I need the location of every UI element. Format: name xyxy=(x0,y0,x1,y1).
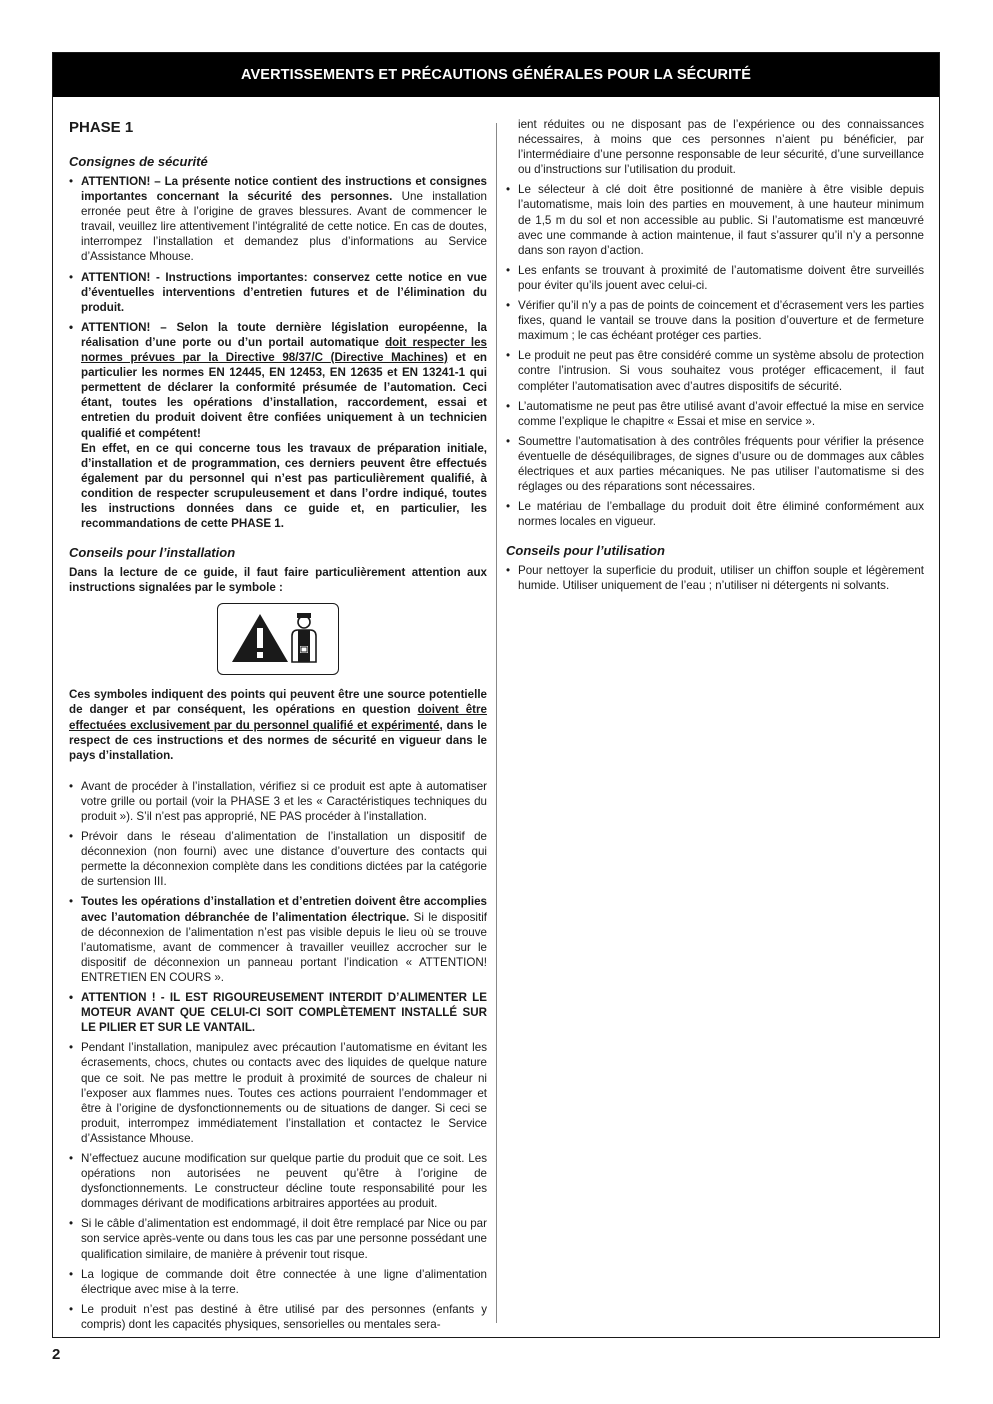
installation-list xyxy=(69,779,487,1332)
list-item: • Vérifier qu’il n’y a pas de points de coincement et d’écrasement vers les parties fixes, quand le vantail se trouve dans la position d’ouverture et de fermeture maximum ; le cas échéant protéger ces parties. xyxy=(506,298,924,343)
list-item: • La logique de commande doit être connectée à une ligne d’alimentation électrique avec mise à la terre. xyxy=(69,1267,487,1297)
list-item: • Soumettre l’automatisation à des contrôles fréquents pour vérifier la présence éventuelle de déséquilibrages, de signes d’usure ou de dommages aux câbles électriques et aux parties mécaniques. Ne pas utiliser l’automatisme si des réglages ou des réparations sont nécessaires. xyxy=(506,434,924,494)
qualified-personnel-icon xyxy=(218,604,338,674)
list-item: • Le sélecteur à clé doit être positionné de manière à être visible depuis l’automatisme, mais loin des parties en mouvement, à une hauteur minimum de 1,5 m du sol et non accessible au public. Si l’automatisme est manœuvré avec une commande à action maintenue, il faut s’assurer qu’il n’y a personne dans son rayon d’action. xyxy=(506,182,924,257)
list-item: • Les enfants se trouvant à proximité de l’automatisme doivent être surveillés pour éviter qu’ils jouent avec celui-ci. xyxy=(506,263,924,293)
continued-text: ient réduites ou ne disposant pas de l’expérience ou des connaissances nécessaires, à moins que ces personnes n’aient pu bénéficier, par l’intermédiaire d’une personne responsable de leur sécurité, d’une surveillance ou d’instructions sur l’utilisation du produit. xyxy=(518,118,924,177)
list-item: • Toutes les opérations d’installation et d’entretien doivent être accomplies avec l’automation débranchée de l’alimentation électrique. Si le dispositif de déconnexion de l’alimentation n’est pas visible depuis le lieu où se trouve l’automatisme, avant de commencer à travailler veuillez accrocher sur le dispositif de déconnexion un panneau portant l’indication « ATTENTION! ENTRETIEN EN COURS ». xyxy=(69,894,487,985)
list-item: • Prévoir dans le réseau d’alimentation de l’installation un dispositif de déconnexion (non fourni) avec une distance d’ouverture des contacts qui permette la déconnexion complète dans les conditions dictées par la catégorie de surtension III. xyxy=(69,829,487,889)
list-item: • L’automatisme ne peut pas être utilisé avant d’avoir effectué la mise en service comme l’explique le chapitre « Essai et mise en service ». xyxy=(506,399,924,429)
warning-symbol-icon xyxy=(217,603,339,675)
list-item: • Le matériau de l’emballage du produit doit être éliminé conformément aux normes locales en vigueur. xyxy=(506,499,924,529)
page-header-title: AVERTISSEMENTS ET PRÉCAUTIONS GÉNÉRALES POUR LA SÉCURITÉ xyxy=(53,53,939,97)
phase-title: PHASE 1 xyxy=(69,119,134,136)
right-column xyxy=(506,117,924,599)
left-column xyxy=(69,119,487,1337)
usage-list xyxy=(506,563,924,593)
list-item: • Le produit ne peut pas être considéré comme un système absolu de protection contre l’intrusion. Si vous souhaitez vous protéger efficacement, il faut compléter l’automatisation avec d’autres dispositifs de sécurité. xyxy=(506,348,924,393)
page-number: 2 xyxy=(52,1346,61,1363)
installation-intro: Dans la lecture de ce guide, il faut faire particulièrement attention aux instructions signalées par le symbole : xyxy=(69,566,487,595)
list-item: • ATTENTION! – La présente notice contient des instructions et consignes importantes concernant la sécurité des personnes. Une installation erronée peut être à l’origine de graves blessures. Avant de commencer le travail, veuillez lire attentivement l’intégralité de cette notice. En cas de doutes, interrompez l’installation et demandez plus d’informations au Service d’Assistance Mhouse. xyxy=(69,174,487,265)
section-title-safety: Consignes de sécurité xyxy=(69,154,208,169)
safety-list-continued xyxy=(506,182,924,529)
section-title-installation: Conseils pour l’installation xyxy=(69,545,236,561)
list-item: • ATTENTION! - Instructions importantes: conservez cette notice en vue d’éventuelles interventions d’entretien futures et de l’élimination du produit. xyxy=(69,270,487,315)
list-item: • ATTENTION ! - IL EST RIGOUREUSEMENT INTERDIT D’ALIMENTER LE MOTEUR AVANT QUE CELUI-CI SOIT COMPLÈTEMENT INSTALLÉ SUR LE PILIER ET SUR LE VANTAIL. xyxy=(69,990,487,1035)
list-item: • Pour nettoyer la superficie du produit, utiliser un chiffon souple et légèrement humide. Utiliser uniquement de l’eau ; n’utiliser ni détergents ni solvants. xyxy=(506,563,924,593)
list-item: • ATTENTION! – Selon la toute dernière législation européenne, la réalisation d’une porte ou d’un portail automatique doit respecter les normes prévues par la Directive 98/37/C (Directive Machines) et en particulier les normes EN 12445, EN 12453, EN 12635 et EN 13241-1 qui permettent de déclarer la conformité présumée de l’automation. Ceci étant, toutes les opérations d’installation, raccordement, essai et entretien du produit doivent être confiées uniquement à un technicien qualifié et compétent! En effet, en ce qui concerne tous les travaux de préparation initiale, d’installation et de programmation, ces derniers peuvent être effectués également par du personnel qui n’est pas particulièrement qualifié, à condition de respecter scrupuleusement et dans l’ordre indiqué, toutes les instructions données dans ce guide et, en particulier, les recommandations de cette PHASE 1. xyxy=(69,320,487,531)
section-title-usage: Conseils pour l’utilisation xyxy=(506,543,665,559)
column-divider xyxy=(496,123,497,1323)
symbol-explanation: Ces symboles indiquent des points qui peuvent être une source potentielle de danger et par conséquent, les opérations en question doivent être effectuées exclusivement par du personnel qualifié et expérimenté, dans le respect de ces instructions et des normes de sécurité en vigueur dans le pays d’installation. xyxy=(69,688,488,762)
list-item: • N’effectuez aucune modification sur quelque partie du produit que ce soit. Les opérations non autorisées ne peuvent qu’être à l’origine de dysfonctionnements. Le constructeur décline toute responsabilité pour les dommages dérivant de modifications arbitraires apportées au produit. xyxy=(69,1151,487,1211)
page-frame xyxy=(52,52,940,1338)
list-item: • Le produit n’est pas destiné à être utilisé par des personnes (enfants y compris) dont les capacités physiques, sensorielles ou mentales sera- xyxy=(69,1302,487,1332)
list-item: • Avant de procéder à l’installation, vérifiez si ce produit est apte à automatiser votre grille ou portail (voir la PHASE 3 et les « Caractéristiques techniques du produit »). S’il n’est pas approprié, NE PAS procéder à l’installation. xyxy=(69,779,487,824)
list-item: • Si le câble d’alimentation est endommagé, il doit être remplacé par Nice ou par son service après-vente ou dans tous les cas par une personne possédant une qualification similaire, de manière à prévenir tout risque. xyxy=(69,1216,487,1261)
list-item: • Pendant l’installation, manipulez avec précaution l’automatisme en évitant les écrasements, chocs, chutes ou contacts avec des liquides de quelque nature que ce soit. Ne pas mettre le produit à proximité de sources de chaleur ni l’exposer aux flammes nues. Toutes ces actions pourraient l’endommager et être à l’origine de dysfonctionnements ou de situations de danger. Si ceci se produit, interrompez immédiatement l’installation et contactez le Service d’Assistance Mhouse. xyxy=(69,1040,487,1146)
safety-list xyxy=(69,174,487,531)
